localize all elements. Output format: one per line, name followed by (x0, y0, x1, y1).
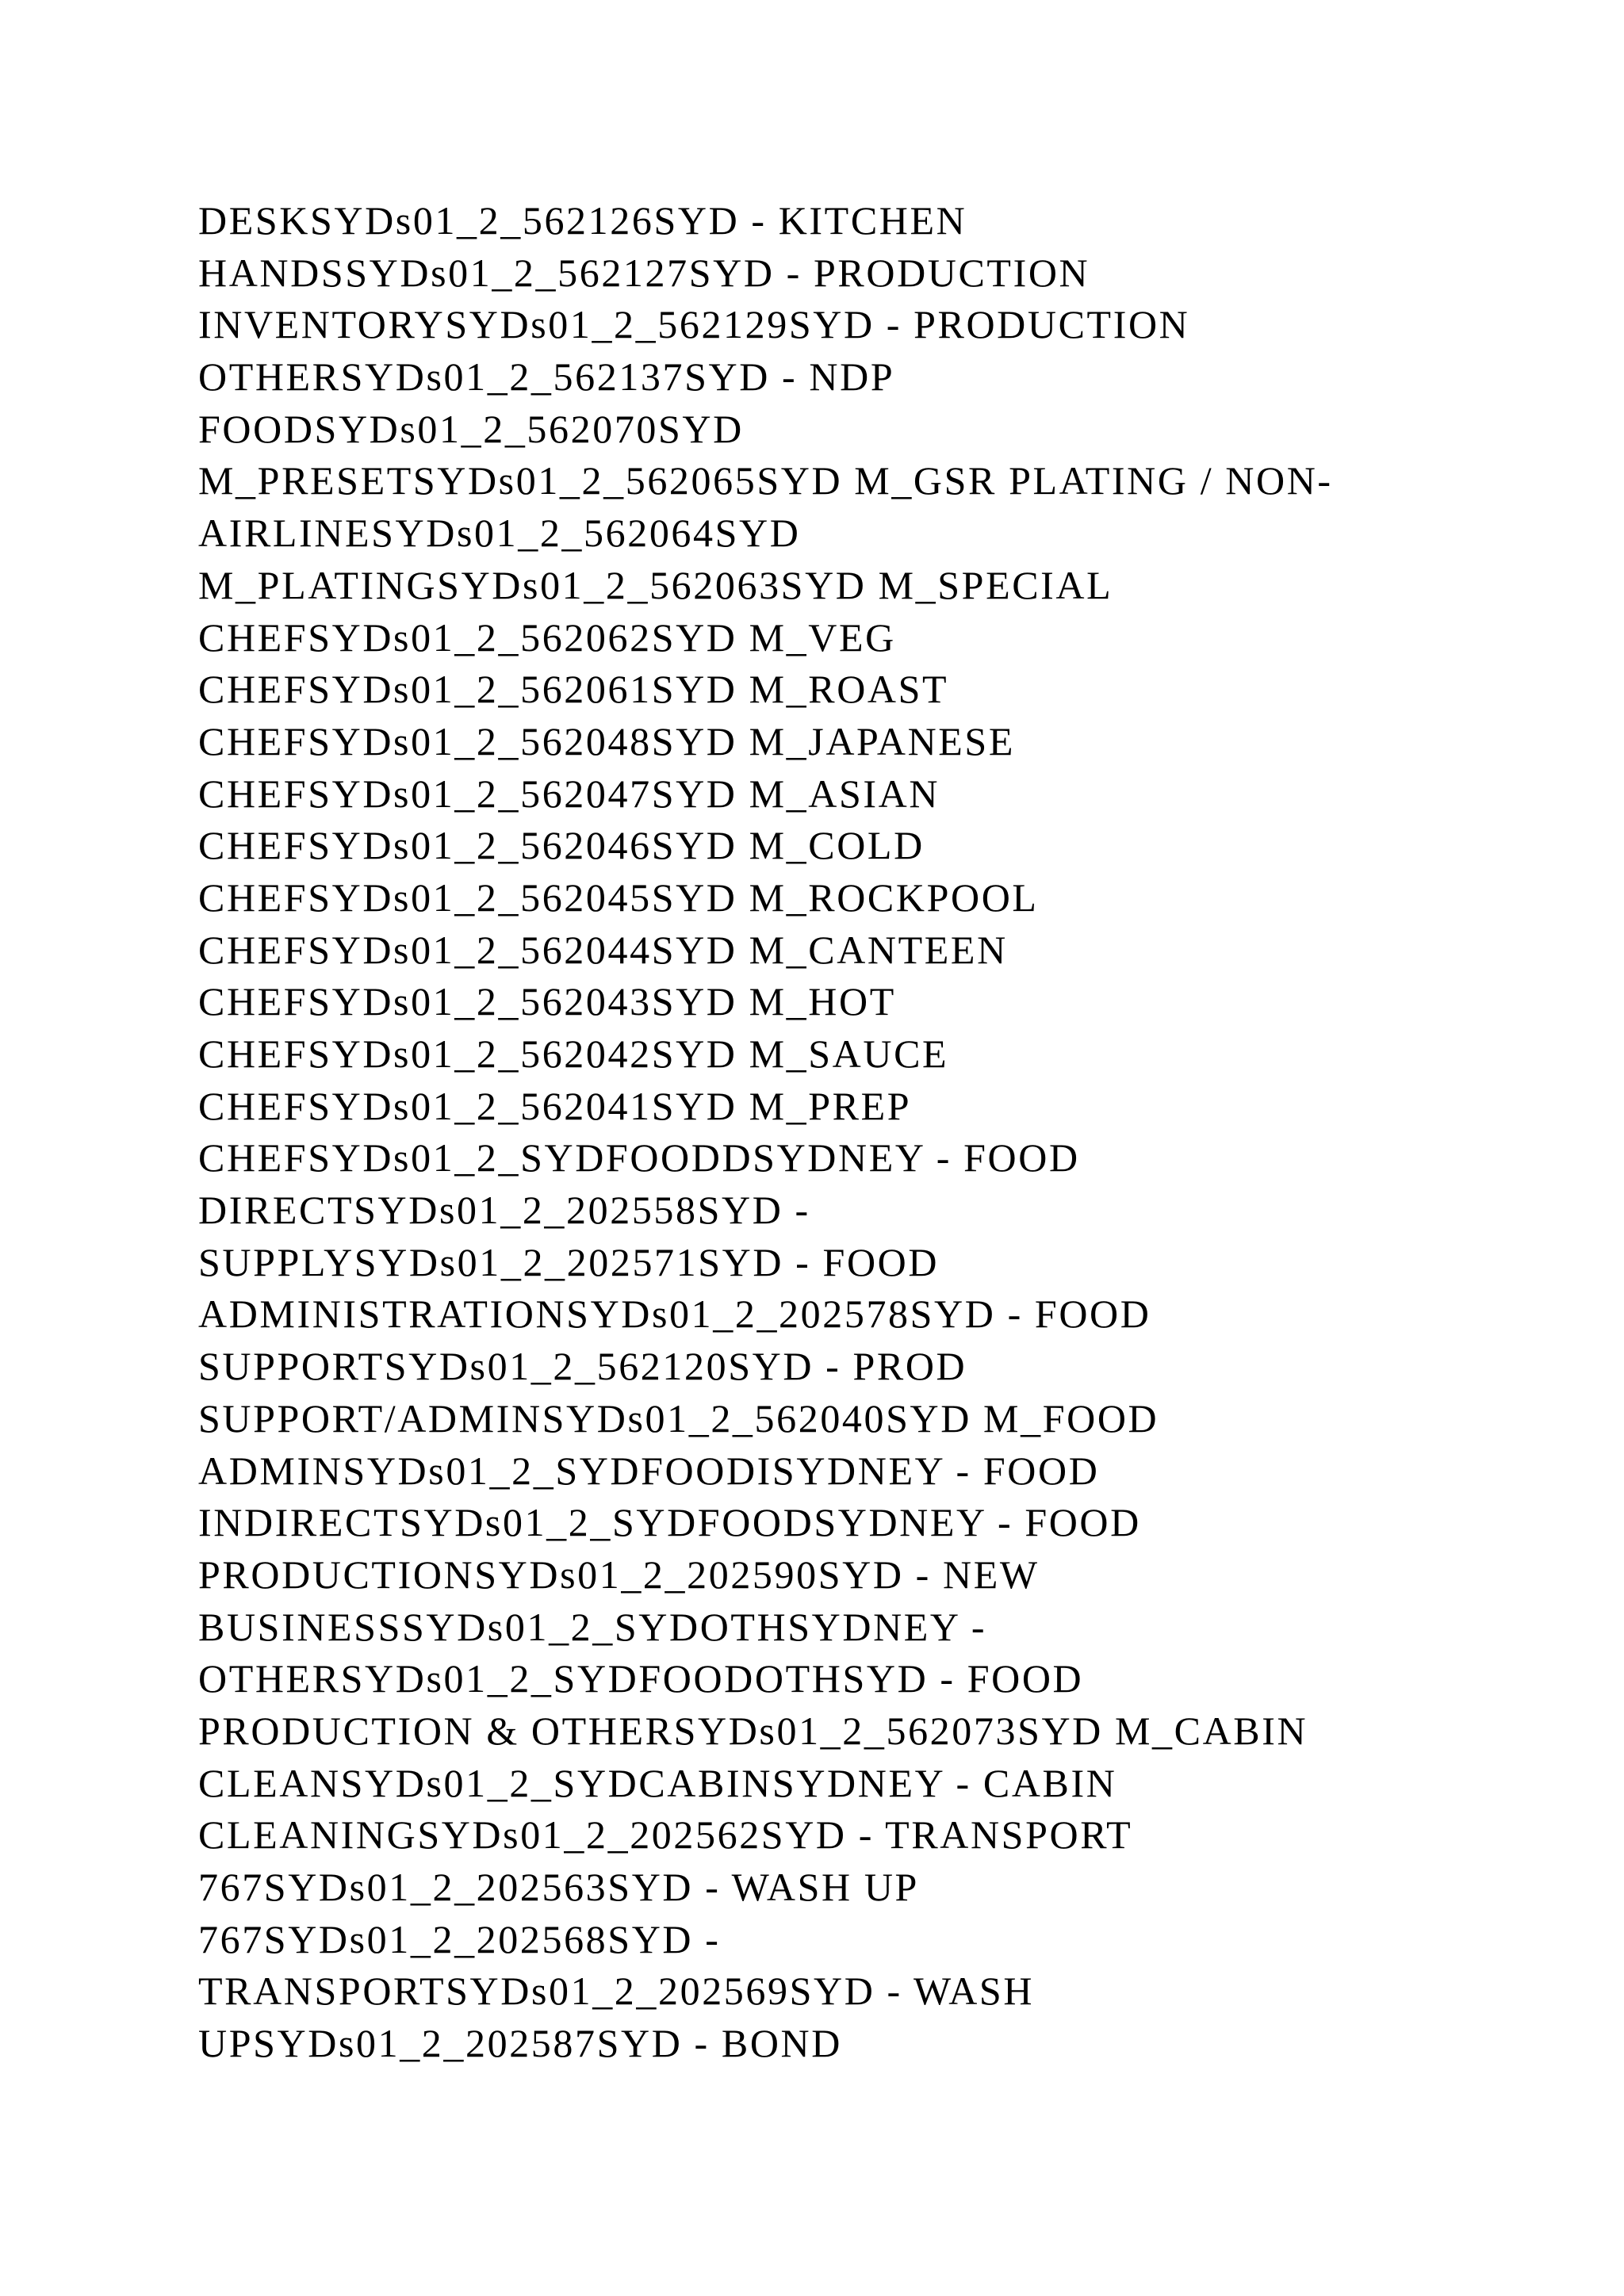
text-line: AIRLINESYDs01_2_562064SYD (198, 511, 801, 556)
text-line: DIRECTSYDs01_2_202558SYD - (198, 1188, 810, 1233)
text-line: CHEFSYDs01_2_562048SYD M_JAPANESE (198, 718, 1015, 763)
text-line: FOODSYDs01_2_562070SYD (198, 406, 744, 451)
text-line: CLEANINGSYDs01_2_202562SYD - TRANSPORT (198, 1812, 1133, 1858)
text-line: OTHERSYDs01_2_SYDFOODOTHSYD - FOOD (198, 1656, 1084, 1701)
text-line: CHEFSYDs01_2_562041SYD M_PREP (198, 1083, 912, 1128)
text-line: M_PLATINGSYDs01_2_562063SYD M_SPECIAL (198, 562, 1113, 607)
text-line: CHEFSYDs01_2_562045SYD M_ROCKPOOL (198, 874, 1039, 920)
text-line: CHEFSYDs01_2_562062SYD M_VEG (198, 614, 896, 660)
text-line: INVENTORYSYDs01_2_562129SYD - PRODUCTION (198, 302, 1190, 347)
text-line: BUSINESSSYDs01_2_SYDOTHSYDNEY - (198, 1604, 987, 1649)
text-line: UPSYDs01_2_202587SYD - BOND (198, 2021, 842, 2066)
text-line: SUPPORTSYDs01_2_562120SYD - PROD (198, 1344, 967, 1389)
text-line: CHEFSYDs01_2_562061SYD M_ROAST (198, 667, 949, 712)
text-line: CLEANSYDs01_2_SYDCABINSYDNEY - CABIN (198, 1760, 1117, 1805)
text-line: CHEFSYDs01_2_562044SYD M_CANTEEN (198, 927, 1008, 972)
text-line: CHEFSYDs01_2_SYDFOODDSYDNEY - FOOD (198, 1135, 1080, 1181)
text-line: INDIRECTSYDs01_2_SYDFOODSYDNEY - FOOD (198, 1500, 1141, 1545)
text-line: SUPPLYSYDs01_2_202571SYD - FOOD (198, 1239, 940, 1284)
text-line: TRANSPORTSYDs01_2_202569SYD - WASH (198, 1969, 1035, 2014)
text-line: PRODUCTIONSYDs01_2_202590SYD - NEW (198, 1552, 1040, 1597)
text-line: ADMINSYDs01_2_SYDFOODISYDNEY - FOOD (198, 1448, 1100, 1493)
text-line: CHEFSYDs01_2_562043SYD M_HOT (198, 979, 896, 1024)
text-line: PRODUCTION & OTHERSYDs01_2_562073SYD M_CABIN (198, 1708, 1308, 1753)
text-line: CHEFSYDs01_2_562047SYD M_ASIAN (198, 771, 940, 816)
text-line: DESKSYDs01_2_562126SYD - KITCHEN (198, 198, 967, 243)
text-line: CHEFSYDs01_2_562042SYD M_SAUCE (198, 1031, 949, 1076)
text-line: HANDSSYDs01_2_562127SYD - PRODUCTION (198, 250, 1090, 295)
document-text-block (198, 195, 1546, 2070)
text-line: OTHERSYDs01_2_562137SYD - NDP (198, 354, 895, 400)
text-line: CHEFSYDs01_2_562046SYD M_COLD (198, 823, 925, 868)
text-line: M_PRESETSYDs01_2_562065SYD M_GSR PLATING / NON- (198, 458, 1333, 503)
text-line: 767SYDs01_2_202563SYD - WASH UP (198, 1865, 919, 1909)
text-line: 767SYDs01_2_202568SYD - (198, 1916, 721, 1961)
text-line: SUPPORT/ADMINSYDs01_2_562040SYD M_FOOD (198, 1395, 1159, 1441)
text-line: ADMINISTRATIONSYDs01_2_202578SYD - FOOD (198, 1292, 1151, 1337)
